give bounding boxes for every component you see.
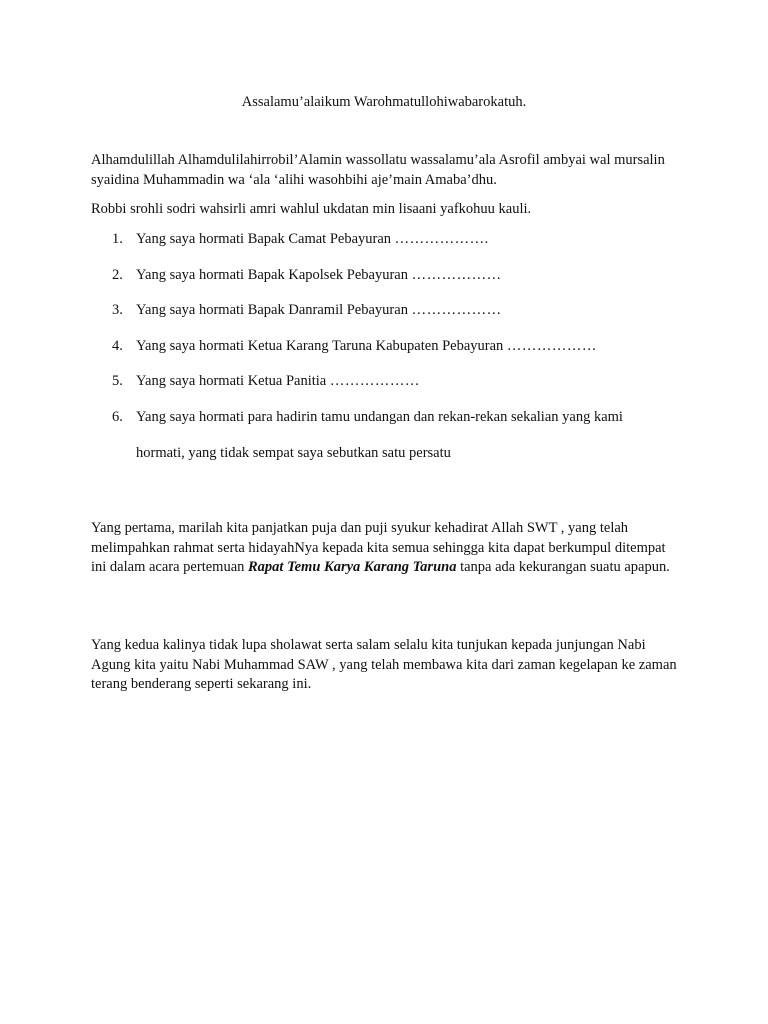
list-item-text: Yang saya hormati Bapak Kapolsek Pebayuran: [136, 267, 412, 283]
list-item-dots: ………………: [329, 373, 420, 389]
list-item-number: 2.: [112, 267, 123, 283]
list-item-dots: ………………: [411, 267, 502, 283]
event-name: Rapat Temu Karya Karang Taruna: [248, 559, 457, 575]
list-item: [112, 337, 672, 355]
list-item: [112, 266, 672, 284]
second-paragraph: Yang kedua kalinya tidak lupa sholawat serta salam selalu kita tunjukan kepada junjungan Nabi Agung kita yaitu Nabi Muhammad SAW , yang telah membawa kita dari zaman kegelapan ke zaman terang benderang seperti sekarang ini.: [91, 637, 677, 692]
list-item-number: 6.: [112, 409, 123, 425]
first-paragraph-text: Yang pertama, marilah kita panjatkan puja dan puji syukur kehadirat Allah SWT , yang telah melimpahkan rahmat serta hidayahNya kepada kita semua sehingga kita dapat berkumpul ditempat ini dalam acara pertemuan: [91, 520, 666, 575]
list-item-dots: ………………: [506, 338, 597, 354]
list-item-continuation: hormati, yang tidak sempat saya sebutkan satu persatu: [136, 445, 451, 461]
robbi-line: Robbi srohli sodri wahsirli amri wahlul ukdatan min lisaani yafkohuu kauli.: [91, 201, 532, 217]
list-item-text: Yang saya hormati Ketua Karang Taruna Kabupaten Pebayuran: [136, 338, 507, 354]
list-item: [112, 230, 672, 248]
list-item-text: Yang saya hormati Bapak Danramil Pebayuran: [136, 302, 412, 318]
list-item-text: Yang saya hormati Ketua Panitia: [136, 373, 330, 389]
list-item-number: 3.: [112, 302, 123, 318]
opening-paragraph: Alhamdulillah Alhamdulilahirrobil’Alamin wassollatu wassalamu’ala Asrofil ambyai wal mursalin syaidina Muhammadin wa ‘ala ‘alihi wasohbihi aje’main Amaba’dhu.: [91, 152, 665, 188]
list-item-text: Yang saya hormati para hadirin tamu undangan dan rekan-rekan sekalian yang kami: [136, 409, 623, 425]
list-item-number: 1.: [112, 231, 123, 247]
list-item-number: 5.: [112, 373, 123, 389]
list-item: [112, 408, 672, 426]
first-paragraph: [91, 519, 681, 578]
list-item-number: 4.: [112, 338, 123, 354]
list-item-dots: ……………….: [394, 231, 489, 247]
list-item: [112, 301, 672, 319]
first-paragraph-end: tanpa ada kekurangan suatu apapun.: [456, 559, 670, 575]
list-item-dots: ………………: [411, 302, 502, 318]
list-item-text: Yang saya hormati Bapak Camat Pebayuran: [136, 231, 395, 247]
list-item: [112, 372, 672, 390]
greeting-heading: Assalamu’alaikum Warohmatullohiwabarokatuh.: [241, 94, 527, 110]
